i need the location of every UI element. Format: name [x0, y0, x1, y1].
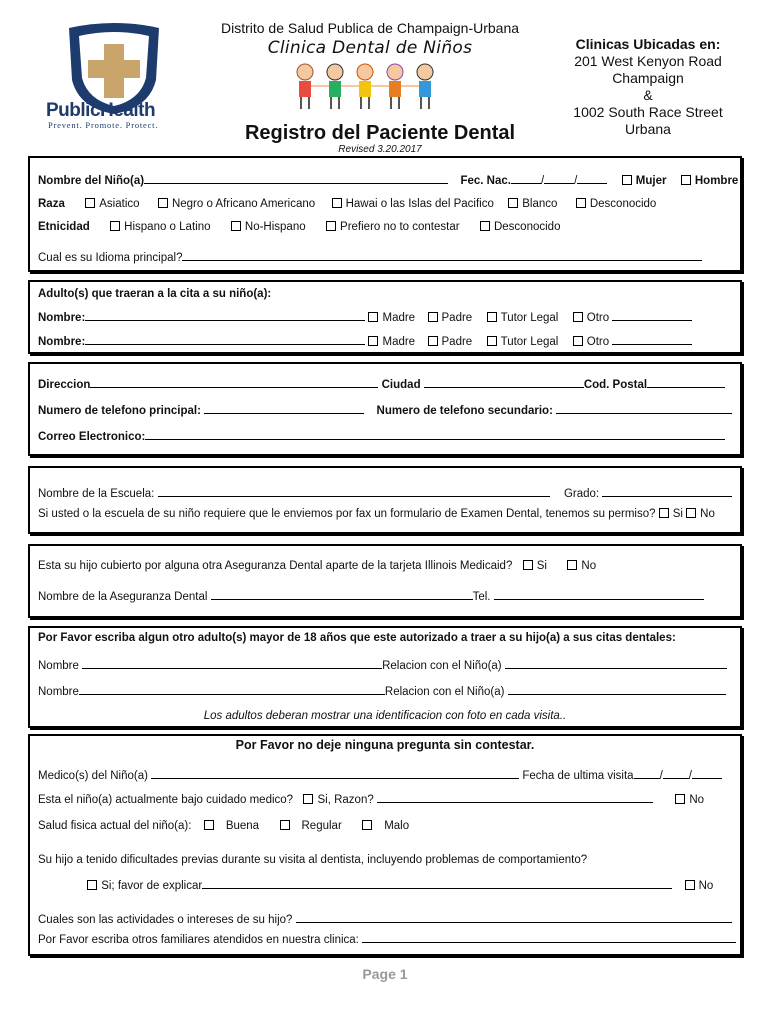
raza-desconocido-checkbox[interactable]: [576, 198, 586, 208]
adult1-padre-checkbox[interactable]: [428, 312, 438, 322]
adult1-tutor-checkbox[interactable]: [487, 312, 497, 322]
health-label: Salud fisica actual del niño(a):: [38, 820, 192, 832]
adult2-name-field[interactable]: [85, 334, 365, 345]
adult-option: Tutor Legal: [500, 336, 559, 348]
last-visit-month[interactable]: [634, 768, 660, 779]
etnicidad-prefiero-checkbox[interactable]: [326, 221, 336, 231]
phone-secondary-field[interactable]: [556, 403, 732, 414]
medical-section: Por Favor no deje ninguna pregunta sin contestar. Medico(s) del Niño(a) Fecha de ultima visita / / Esta el niño(a) actualmente bajo cuidado medico? Si, Razon? No Salud fisica actual del niño(a): Buena Regular Malo Su hijo a tenido dificultades previas durante su visita al dentista, incluyendo problemas de comportamiento? Si; favor de explicar No Cuales son las actividades o intereses de su hijo? Por Favor escriba otros familiares atendidos en nuestra clinica:: [28, 734, 742, 956]
child-info-section: Nombre del Niño(a) Fec. Nac. / / Mujer Hombre Raza Asiatico Negro o Africano Americano Hawai o las Islas del Pacifico Blanco Desconocido Etnicidad Hispano o Latino No-Hispano Prefiero no to contestar Desconocido Cual es su Idioma principal?: [28, 156, 742, 272]
auth1-relation-label: Relacion con el Niño(a): [382, 660, 502, 672]
explain-field[interactable]: [202, 878, 672, 889]
language-label: Cual es su Idioma principal?: [38, 252, 183, 264]
family-field[interactable]: [362, 932, 736, 943]
insurance-tel-label: Tel.: [472, 591, 491, 603]
logo-tagline: Prevent. Promote. Protect.: [48, 120, 159, 130]
adult1-name-field[interactable]: [85, 310, 365, 321]
raza-hawai-checkbox[interactable]: [332, 198, 342, 208]
etnicidad-desconocido-checkbox[interactable]: [480, 221, 490, 231]
etnicidad-option: Desconocido: [493, 221, 561, 233]
adult2-name-label: Nombre:: [38, 336, 86, 348]
adult-option: Madre: [382, 336, 416, 348]
care-si-checkbox[interactable]: [303, 794, 313, 804]
grade-label: Grado:: [563, 488, 600, 500]
explain-si-checkbox[interactable]: [87, 880, 97, 890]
raza-blanco-checkbox[interactable]: [508, 198, 518, 208]
revised-date: Revised 3.20.2017: [338, 144, 422, 155]
insurance-tel-field[interactable]: [494, 589, 704, 600]
etnicidad-hispano-checkbox[interactable]: [110, 221, 120, 231]
doctor-label: Medico(s) del Niño(a): [38, 770, 148, 782]
last-visit-day[interactable]: [663, 768, 689, 779]
etnicidad-option: Hispano o Latino: [124, 221, 211, 233]
email-label: Correo Electronico:: [38, 431, 146, 443]
health-option: Regular: [301, 820, 342, 832]
care-reason-field[interactable]: [377, 792, 653, 803]
direccion-field[interactable]: [90, 377, 378, 388]
location-line: 1002 South Race Street: [573, 104, 723, 120]
school-name-field[interactable]: [158, 486, 550, 497]
insurance-section: [28, 544, 742, 618]
raza-option: Negro o Africano Americano: [171, 198, 316, 210]
locations-title: Clinicas Ubicadas en:: [575, 36, 721, 52]
authorized-adults-section: [28, 626, 742, 728]
adult1-madre-checkbox[interactable]: [368, 312, 378, 322]
care-no-label: No: [689, 794, 705, 806]
form-title: Registro del Paciente Dental: [244, 122, 516, 144]
adult2-tutor-checkbox[interactable]: [487, 336, 497, 346]
adult-option: Padre: [441, 312, 473, 324]
last-visit-label: Fecha de ultima visita: [522, 770, 634, 782]
adult-option: Otro: [586, 312, 610, 324]
insurance-no-checkbox[interactable]: [567, 560, 577, 570]
authorized-note: Los adultos deberan mostrar una identificacion con foto en cada visita..: [203, 710, 567, 722]
adult-option: Tutor Legal: [500, 312, 559, 324]
location-line: &: [643, 87, 653, 103]
insurance-question: Esta su hijo cubierto por alguna otra Aseguranza Dental aparte de la tarjeta Illinois Medicaid?: [38, 560, 513, 572]
health-buena-checkbox[interactable]: [204, 820, 214, 830]
mujer-label: Mujer: [635, 175, 667, 187]
etnicidad-nohispano-checkbox[interactable]: [231, 221, 241, 231]
grade-field[interactable]: [602, 486, 732, 497]
auth2-name-field[interactable]: [79, 684, 385, 695]
authorized-heading: Por Favor escriba algun otro adulto(s) mayor de 18 años que este autorizado a traer a su hijo(a) a sus citas dentales:: [38, 632, 676, 644]
auth1-relation-field[interactable]: [505, 658, 727, 669]
auth1-name-field[interactable]: [82, 658, 382, 669]
auth1-name-label: Nombre: [38, 660, 79, 672]
adult1-name-label: Nombre:: [38, 312, 86, 324]
care-si-label: Si, Razon?: [317, 794, 374, 806]
phone-primary-label: Numero de telefono principal:: [38, 405, 201, 417]
activities-field[interactable]: [296, 912, 732, 923]
location-line: Champaign: [612, 70, 684, 86]
adults-section: [28, 280, 742, 354]
mujer-checkbox[interactable]: [622, 175, 632, 185]
logo-brand: PublicHealth: [46, 100, 156, 121]
adult-option: Otro: [586, 336, 610, 348]
email-field[interactable]: [145, 429, 725, 440]
postal-field[interactable]: [647, 377, 725, 388]
raza-asiatico-checkbox[interactable]: [85, 198, 95, 208]
child-name-label: Nombre del Niño(a): [38, 175, 145, 187]
raza-option: Blanco: [522, 198, 558, 210]
phone-primary-field[interactable]: [204, 403, 364, 414]
difficulty-question: Su hijo a tenido dificultades previas durante su visita al dentista, incluyendo problemas de comportamiento?: [38, 854, 588, 866]
etnicidad-option: Prefiero no to contestar: [340, 221, 460, 233]
family-label: Por Favor escriba otros familiares atendidos en nuestra clinica:: [38, 934, 359, 946]
fax-si-label: Si: [672, 508, 683, 520]
activities-label: Cuales son las actividades o intereses de su hijo?: [38, 914, 293, 926]
explain-no-label: No: [698, 880, 714, 892]
health-option: Malo: [384, 820, 410, 832]
locations-block: [558, 36, 738, 138]
health-option: Buena: [225, 820, 260, 832]
etnicidad-label: Etnicidad: [38, 221, 90, 233]
insurance-name-label: Nombre de la Aseguranza Dental: [38, 591, 208, 603]
medical-heading: Por Favor no deje ninguna pregunta sin contestar.: [235, 738, 535, 752]
auth2-name-label: Nombre: [38, 686, 79, 698]
ciudad-field[interactable]: [424, 377, 584, 388]
adult2-madre-checkbox[interactable]: [368, 336, 378, 346]
clinic-title: Clinica Dental de Niños: [267, 38, 473, 58]
insurance-si-checkbox[interactable]: [523, 560, 533, 570]
location-line: Urbana: [625, 121, 671, 137]
page-number: Page 1: [362, 966, 408, 982]
raza-label: Raza: [38, 198, 65, 210]
care-question: Esta el niño(a) actualmente bajo cuidado medico?: [38, 794, 294, 806]
doctor-field[interactable]: [151, 768, 519, 779]
raza-option: Asiatico: [99, 198, 140, 210]
contact-section: [28, 362, 742, 456]
auth2-relation-label: Relacion con el Niño(a): [384, 686, 505, 698]
health-regular-checkbox[interactable]: [280, 820, 290, 830]
school-section: [28, 466, 742, 534]
raza-negro-checkbox[interactable]: [158, 198, 168, 208]
fax-si-checkbox[interactable]: [659, 508, 669, 518]
raza-option: Hawai o las Islas del Pacifico: [345, 198, 494, 210]
health-malo-checkbox[interactable]: [362, 820, 372, 830]
dob-day-field[interactable]: [544, 173, 574, 184]
raza-option: Desconocido: [589, 198, 657, 210]
etnicidad-option: No-Hispano: [244, 221, 306, 233]
adult2-otro-checkbox[interactable]: [573, 336, 583, 346]
insurance-name-field[interactable]: [211, 589, 473, 600]
last-visit-year[interactable]: [692, 768, 722, 779]
location-line: 201 West Kenyon Road: [574, 53, 722, 69]
adult-option: Padre: [441, 336, 473, 348]
hombre-checkbox[interactable]: [681, 175, 691, 185]
kids-illustration: [290, 60, 440, 112]
explain-no-checkbox[interactable]: [685, 880, 695, 890]
child-name-field[interactable]: [144, 173, 448, 184]
postal-label: Cod. Postal: [583, 379, 648, 391]
fax-no-label: No: [700, 508, 715, 520]
hombre-label: Hombre: [694, 175, 739, 187]
dob-label: Fec. Nac.: [460, 175, 511, 187]
auth2-relation-field[interactable]: [508, 684, 726, 695]
school-name-label: Nombre de la Escuela:: [38, 488, 155, 500]
dob-month-field[interactable]: [511, 173, 541, 184]
adult2-padre-checkbox[interactable]: [428, 336, 438, 346]
explain-label: Si; favor de explicar: [101, 880, 203, 892]
phone-secondary-label: Numero de telefono secundario:: [376, 405, 553, 417]
fax-question: Si usted o la escuela de su niño requiere que le enviemos por fax un formulario de Examen Dental, tenemos su permiso?: [38, 508, 656, 520]
dob-year-field[interactable]: [577, 173, 607, 184]
care-no-checkbox[interactable]: [675, 794, 685, 804]
adult-option: Madre: [382, 312, 416, 324]
district-title: Distrito de Salud Publica de Champaign-Urbana: [220, 20, 520, 36]
direccion-label: Direccion: [38, 379, 91, 391]
adults-heading: Adulto(s) que traeran a la cita a su niño(a):: [38, 288, 272, 300]
ciudad-label: Ciudad: [381, 379, 421, 391]
adult2-otro-field[interactable]: [612, 334, 692, 345]
adult1-otro-field[interactable]: [612, 310, 692, 321]
insurance-no-label: No: [581, 560, 597, 572]
adult1-otro-checkbox[interactable]: [573, 312, 583, 322]
language-field[interactable]: [182, 250, 702, 261]
insurance-si-label: Si: [536, 560, 547, 572]
fax-no-checkbox[interactable]: [686, 508, 696, 518]
